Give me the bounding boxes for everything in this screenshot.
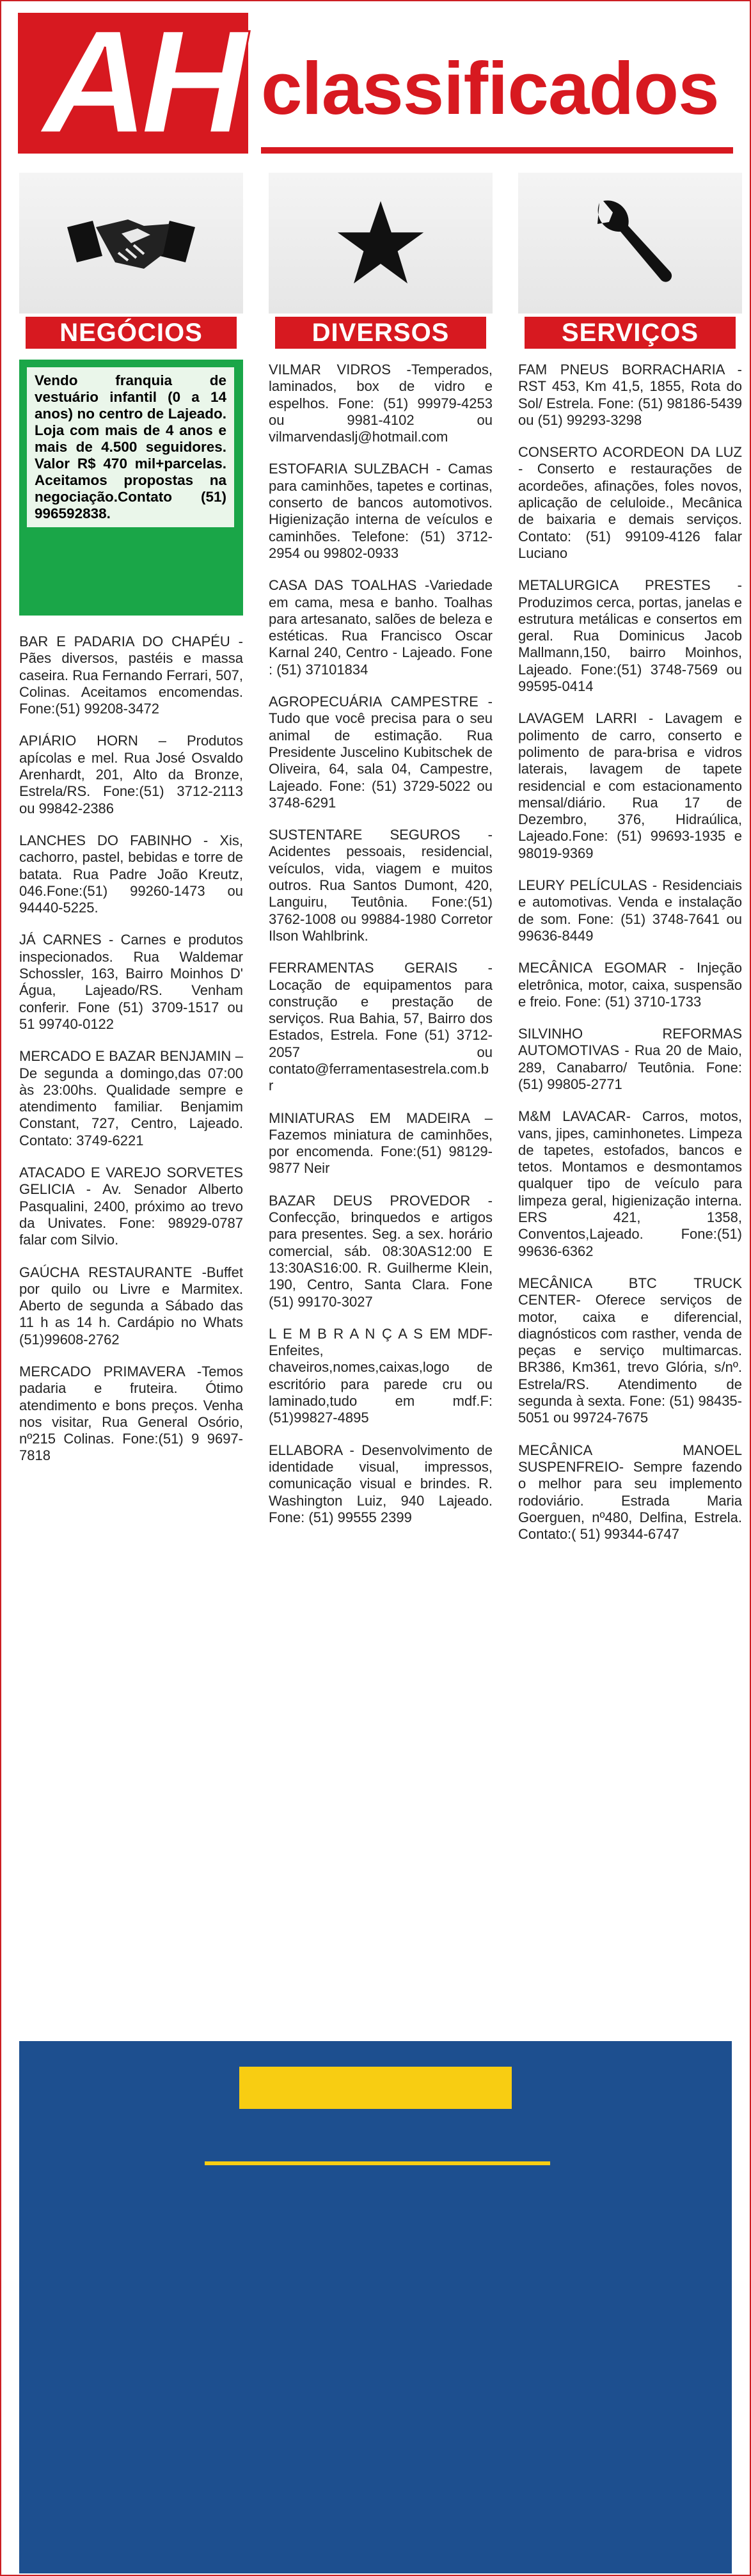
- logo-mark-box: [18, 0, 248, 164]
- column-servicos: [518, 173, 742, 347]
- servicos-ads-list: [518, 362, 742, 1558]
- list-item: VILMAR VIDROS -Temperados, laminados, box de vidro e espelhos. Fone: (51) 99979-4253 ou 9981-4102 ou vilmarvendaslj@hotmail.com: [269, 362, 493, 445]
- list-item: SUSTENTARE SEGUROS - Acidentes pessoais, residencial, veículos, vida, viagem e muitos outros. Rua Santos Dumont, 420, Languiru, Teutônia. Fone:(51) 3762-1008 ou 99884-1980 Corretor Ilson Wahlbrink.: [269, 827, 493, 944]
- list-item: M&M LAVACAR- Carros, motos, vans, jipes, caminhonetes. Limpeza de tapetes, estofados, bancos e tetos. Montamos e desmontamos qualquer tipo de veículo para limpeza geral, higienização interna. ERS 421, 1358, Conventos,Lajeado. Fone:(51) 99636-6362: [518, 1108, 742, 1259]
- diversos-ads-list: [269, 362, 493, 1541]
- wrench-icon: [582, 195, 678, 291]
- servicos-icon-panel: [518, 173, 742, 314]
- list-item: ATACADO E VAREJO SORVETES GELICIA - Av. Senador Alberto Pasqualini, 2400, próximo ao trevo da Univates. Fone: 98929-0787 falar com Silvio.: [19, 1165, 243, 1248]
- list-item: BAR E PADARIA DO CHAPÉU - Pães diversos, pastéis e massa caseira. Rua Fernando Ferrari, 507, Colinas. Aceitamos encomendas. Fone:(51) 99208-3472: [19, 633, 243, 717]
- list-item: FAM PNEUS BORRACHARIA - RST 453, Km 41,5, 1855, Rota do Sol/ Estrela. Fone: (51) 98186-5439 ou (51) 99293-3298: [518, 362, 742, 428]
- list-item: SILVINHO REFORMAS AUTOMOTIVAS - Rua 20 de Maio, 289, Canabarro/ Teutônia. Fone: (51) 99805-2771: [518, 1026, 742, 1092]
- list-item: LANCHES DO FABINHO - Xis, cachorro, pastel, bebidas e torre de batata. Rua Padre João Kreutz, 046.Fone:(51) 99260-1473 ou 94440-5225.: [19, 832, 243, 916]
- list-item: CONSERTO ACORDEON DA LUZ - Conserto e restaurações de acordeões, afinações, foles novos, aplicação de celuloide., Mecânica de baixaria e demais serviços. Contato: (51) 99109-4126 falar Luciano: [518, 444, 742, 561]
- handshake-icon: [67, 208, 195, 278]
- list-item: MERCADO E BAZAR BENJAMIN – De segunda a domingo,das 07:00 às 23:00hs. Qualidade sempre e atendimento familiar. Benjamim Constant, 727, Centro, Lajeado. Contato: 3749-6221: [19, 1048, 243, 1149]
- list-item: MECÂNICA EGOMAR - Injeção eletrônica, motor, caixa, suspensão e freio. Fone: (51) 3710-1733: [518, 960, 742, 1010]
- list-item: MECÂNICA BTC TRUCK CENTER- Oferece serviços de motor, caixa e diferencial, diagnósticos com rasther, venda de peças e serviço multimarcas. BR386, Km361, trevo Glória, s/nº. Estrela/RS. Atendimento de segunda à sexta. Fone: (51) 98435-5051 ou 99724-7675: [518, 1275, 742, 1426]
- list-item: AGROPECUÁRIA CAMPESTRE -Tudo que você precisa para o seu animal de estimação. Rua Presidente Juscelino Kubitschek de Oliveira, 64, sala 04, Campestre, Lajeado. Fone: (51) 3729-5022 ou 3748-6291: [269, 694, 493, 811]
- list-item: LAVAGEM LARRI - Lavagem e polimento de carro, conserto e polimento de para-brisa e vidros laterais, lavagem de tapete residencial e com estacionamento mensal/diário. Rua 17 de Dezembro, 376, Hidraúlica, Lajeado.Fone: (51) 99693-1935 e 98019-9369: [518, 710, 742, 861]
- list-item: BAZAR DEUS PROVEDOR -Confecção, brinquedos e artigos para presentes. Seg. a sex. horário comercial, sáb. 08:30AS12:00 E 13:30AS16:00. R. Guilherme Klein, 190, Centro, Santa Clara. Fone (51) 99170-3027: [269, 1192, 493, 1310]
- logo-mark: AH: [42, 0, 240, 164]
- masthead-rule: [261, 147, 733, 154]
- list-item: GAÚCHA RESTAURANTE -Buffet por quilo ou Livre e Marmitex. Aberto de segunda a Sábado das 11 h as 14 h. Cardápio no Whats (51)99608-2762: [19, 1264, 243, 1348]
- servicos-category-label: SERVIÇOS: [525, 317, 736, 349]
- list-item: METALURGICA PRESTES - Produzimos cerca, portas, janelas e estrutura metálicas e consertos em geral. Rua Dominicus Jacob Mallmann,150, bairro Moinhos, Lajeado. Fone:(51) 3748-7569 ou 99595-0414: [518, 577, 742, 695]
- list-item: APIÁRIO HORN – Produtos apícolas e mel. Rua José Osvaldo Arenhardt, 201, Alto da Bronze, Estrela/RS. Fone:(51) 3712-2113 ou 99842-2386: [19, 733, 243, 816]
- column-diversos: [269, 173, 493, 347]
- job-badge: [239, 2067, 512, 2109]
- list-item: FERRAMENTAS GERAIS - Locação de equipamentos para construção e prestação de serviços. Rua Bahia, 57, Bairro dos Estados, Estrela. Fone (51) 3712-2057 ou contato@ferramentasestrela.com.br: [269, 960, 493, 1094]
- masthead: [18, 0, 733, 164]
- list-item: ELLABORA - Desenvolvimento de identidade visual, impressos, comunicação visual e brindes. R. Washington Luiz, 940 Lajeado. Fone: (51) 99555 2399: [269, 1442, 493, 1525]
- diversos-icon-panel: [269, 173, 493, 314]
- list-item: CASA DAS TOALHAS -Variedade em cama, mesa e banho. Toalhas para artesanato, salões de beleza e estéticas. Rua Francisco Oscar Karnal 240, Centro - Lajeado. Fone : (51) 37101834: [269, 577, 493, 678]
- column-negocios: [19, 173, 243, 347]
- featured-ad-box: [19, 360, 243, 616]
- list-item: MECÂNICA MANOEL SUSPENFREIO- Sempre fazendo o melhor para seu implemento rodoviário. Estrada Maria Goerguen, nº480, Delfina, Estrela. Contato:( 51) 99344-6747: [518, 1442, 742, 1543]
- job-underline: [205, 2161, 550, 2165]
- list-item: LEURY PELÍCULAS - Residenciais e automotivas. Venda e instalação de som. Fone: (51) 3748-7641 ou 99636-8449: [518, 877, 742, 944]
- list-item: MERCADO PRIMAVERA -Temos padaria e fruteira. Ótimo atendimento e bons preços. Venha nos visitar, Rua General Osório, nº215 Colinas. Fone:(51) 9 9697-7818: [19, 1363, 243, 1464]
- negocios-category-label: NEGÓCIOS: [26, 317, 237, 349]
- diversos-category-label: DIVERSOS: [275, 317, 486, 349]
- list-item: JÁ CARNES - Carnes e produtos inspecionados. Rua Waldemar Schossler, 163, Bairro Moinhos D' Água, Lajeado/RS. Venham conferir. Fone (51) 3709-1517 ou 51 99740-0122: [19, 932, 243, 1032]
- featured-ad-text: Vendo franquia de vestuário infantil (0 a 14 anos) no centro de Lajeado. Loja com mais de 4 anos e mais de 4.500 seguidores. Valor R$ 470 mil+parcelas. Aceitamos propostas na negociação.Contato (51) 996592838.: [27, 367, 234, 527]
- negocios-icon-panel: [19, 173, 243, 314]
- list-item: L E M B R A N Ç A S EM MDF- Enfeites, chaveiros,nomes,caixas,logo de escritório para parede cru ou laminado,tudo em mdf.F:(51)99827-4895: [269, 1325, 493, 1426]
- star-icon: [336, 198, 425, 288]
- list-item: ESTOFARIA SULZBACH - Camas para caminhões, tapetes e cortinas, conserto de bancos automotivos. Higienização interna de veículos e caminhões. Telefone: (51) 3712-2954 ou 99802-0933: [269, 461, 493, 561]
- masthead-title: classificados: [261, 47, 719, 130]
- negocios-ads-list: [19, 633, 243, 1480]
- list-item: MINIATURAS EM MADEIRA – Fazemos miniatura de caminhões, por encomenda. Fone:(51) 98129-9877 Neir: [269, 1109, 493, 1177]
- job-content: [19, 2323, 732, 2573]
